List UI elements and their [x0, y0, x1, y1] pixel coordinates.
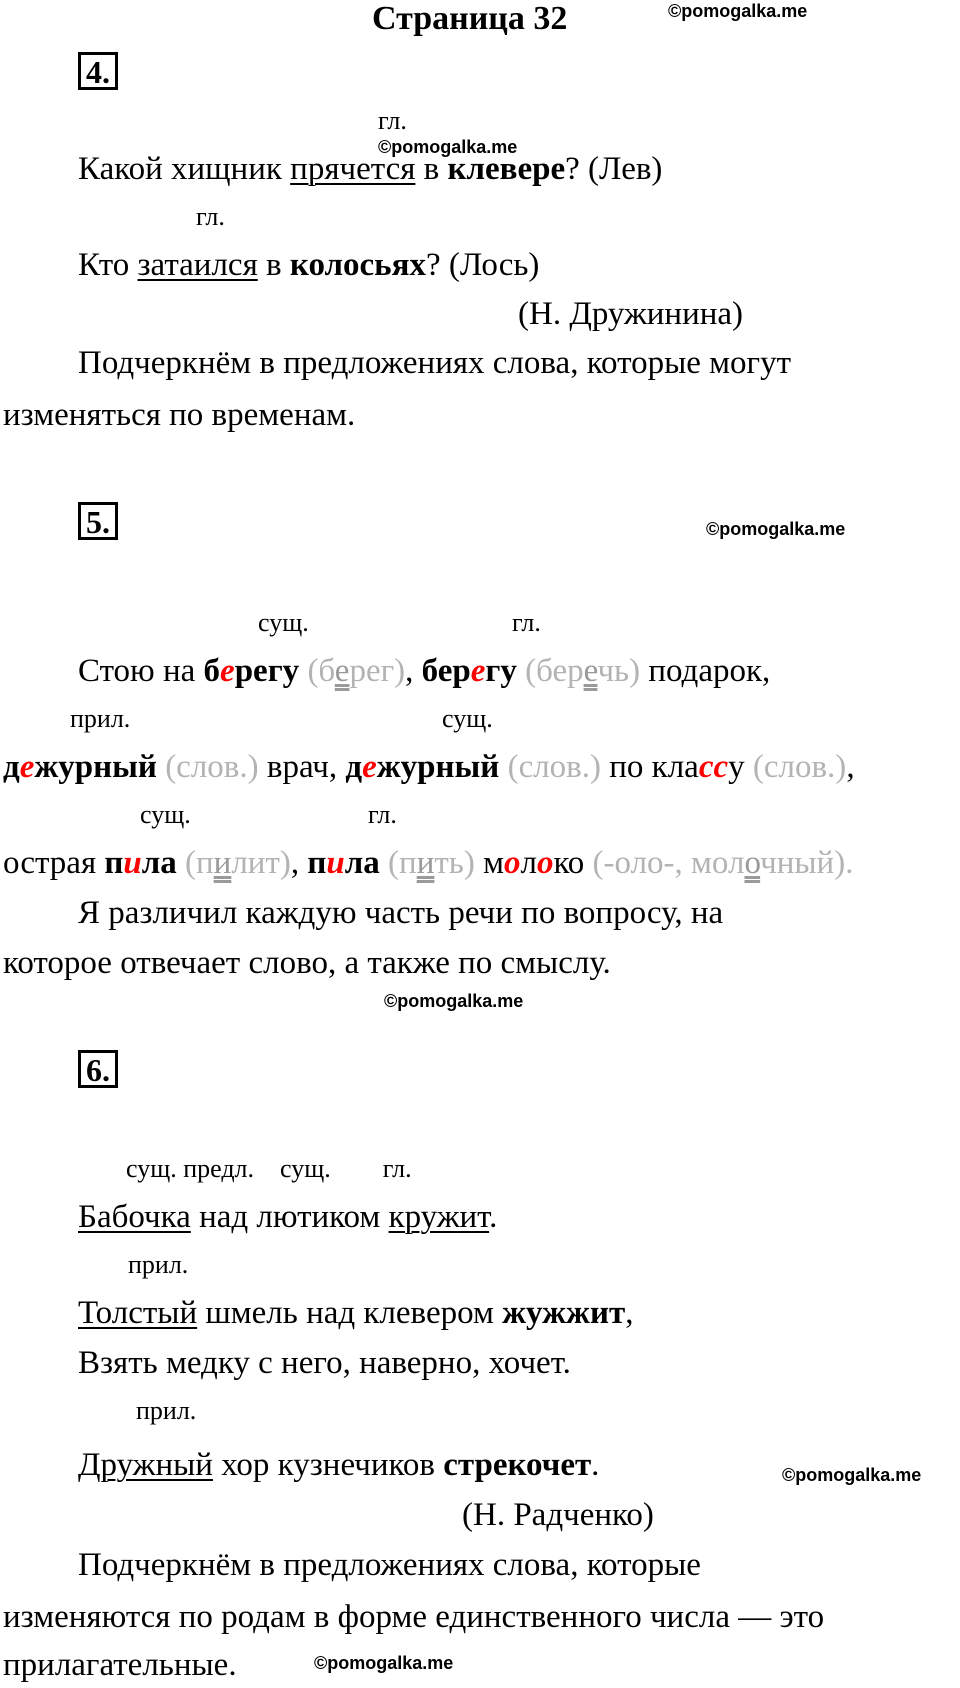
page-title: Страница 32: [372, 0, 568, 37]
label-pril: прил.: [136, 1396, 197, 1425]
author: (Н. Дружинина): [518, 296, 744, 332]
label-gl: гл.: [378, 106, 407, 135]
sentence: Кто затаился в колосьях? (Лось): [78, 247, 540, 283]
label-sush: сущ.: [442, 704, 493, 733]
label-pril: прил.: [70, 704, 131, 733]
sentence: Стою на берегу (берег), берегу (беречь) подарок,: [78, 653, 771, 689]
underlined-word: Дружный: [78, 1447, 213, 1483]
underlined-verb: прячется: [290, 151, 416, 187]
underlined-word: кружит: [388, 1199, 490, 1235]
task-number-4: 4.: [78, 52, 118, 90]
paragraph: изменяются по родам в форме единственного числа — это: [3, 1599, 825, 1635]
task-number-6: 6.: [78, 1050, 118, 1088]
label-gl: гл.: [196, 202, 225, 231]
sentence: Толстый шмель над клевером жужжит,: [78, 1295, 634, 1331]
paragraph: Я различил каждую часть речи по вопросу, на: [78, 895, 724, 931]
watermark: ©pomogalka.me: [384, 991, 524, 1011]
underlined-word: Бабочка: [78, 1199, 191, 1235]
underlined-verb: затаился: [137, 247, 258, 283]
paragraph: прилагательные.: [3, 1647, 237, 1683]
sentence: Какой хищник прячется в клевере? (Лев): [78, 151, 663, 187]
watermark: ©pomogalka.me: [706, 519, 846, 539]
sentence: Бабочка над лютиком кружит.: [78, 1199, 498, 1235]
sentence: дежурный (слов.) врач, дежурный (слов.) по классу (слов.),: [3, 749, 855, 785]
bold-word: жужжит: [502, 1295, 626, 1331]
watermark: ©pomogalka.me: [314, 1653, 454, 1673]
paragraph: Подчеркнём в предложениях слова, которые: [78, 1547, 701, 1583]
labels-row: сущ. предл. сущ. гл.: [126, 1154, 412, 1183]
author: (Н. Радченко): [462, 1497, 654, 1533]
sentence: Дружный хор кузнечиков стрекочет.: [78, 1447, 600, 1483]
label-sush: сущ.: [258, 608, 309, 637]
label-pril: прил.: [128, 1250, 189, 1279]
sentence: острая пила (пилит), пила (пить) молоко (-оло-, молочный).: [3, 845, 854, 881]
paragraph: которое отвечает слово, а также по смыслу.: [3, 945, 611, 981]
underlined-word: Толстый: [78, 1295, 198, 1331]
watermark: ©pomogalka.me: [782, 1465, 922, 1485]
watermark: ©pomogalka.me: [378, 137, 518, 157]
paragraph: Подчеркнём в предложениях слова, которые могут: [78, 345, 792, 381]
label-gl: гл.: [368, 800, 397, 829]
task-number-5: 5.: [78, 502, 118, 540]
sentence: Взять медку с него, наверно, хочет.: [78, 1345, 571, 1381]
paragraph: изменяться по временам.: [3, 397, 356, 433]
bold-word: клевере: [447, 151, 566, 187]
bold-word: колосьях: [289, 247, 426, 283]
label-sush: сущ.: [140, 800, 191, 829]
bold-word: стрекочет: [443, 1447, 592, 1483]
watermark: ©pomogalka.me: [668, 1, 808, 21]
label-gl: гл.: [512, 608, 541, 637]
